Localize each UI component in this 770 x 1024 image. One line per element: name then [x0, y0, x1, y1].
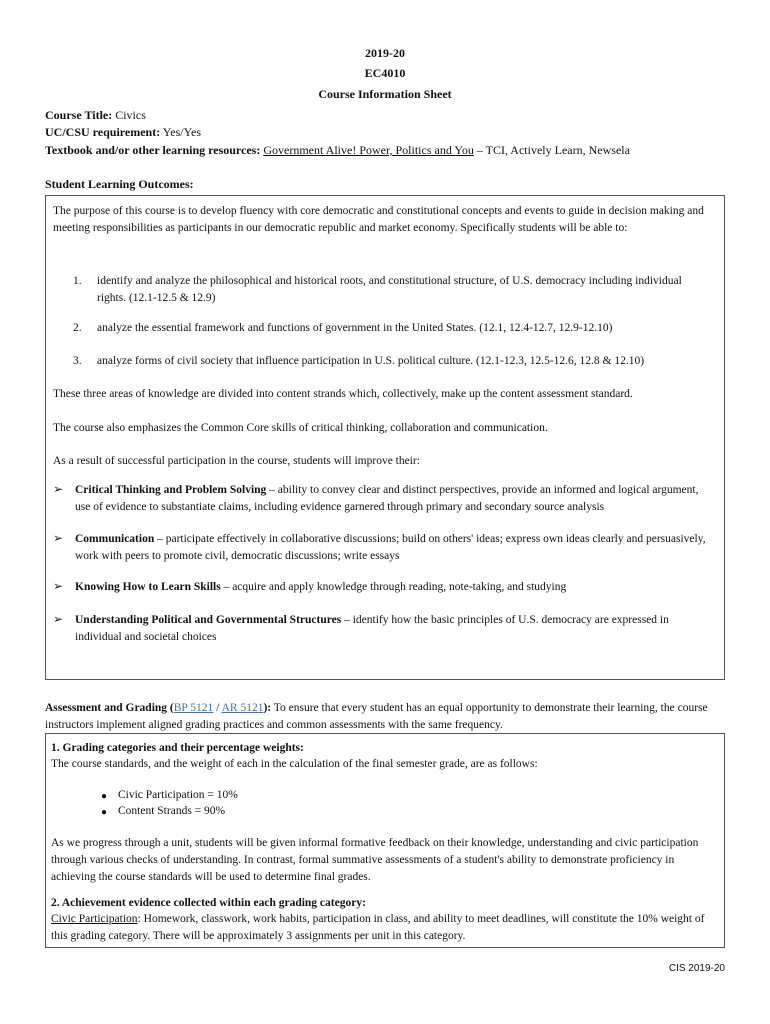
bullet-icon: ● — [101, 791, 108, 802]
outcome-item: analyze the essential framework and functions of government in the United States. (12.1, 12.4-12.7, 12.9-12.10) — [97, 322, 613, 334]
assessment-intro-text: To ensure that every student has an equal opportunity to demonstrate their learning, the course instructors implement aligned grading practices and common assessments with the same frequency. — [45, 702, 708, 731]
course-title-value: Civics — [115, 108, 146, 122]
civic-participation-desc: : Homework, classwork, work habits, participation in class, and ability to meet deadlines, will constitute the 10% weight of this grading category. There will be approximately 3 assignments per unit in this category. — [51, 913, 705, 942]
assessment-intro — [45, 700, 725, 734]
bullet-icon: ● — [101, 807, 108, 818]
skill-title: Critical Thinking and Problem Solving — [75, 484, 267, 496]
outcomes-box — [45, 195, 725, 680]
requirement-label: UC/CSU requirement: — [45, 125, 161, 139]
bp-5121-link[interactable]: BP 5121 — [173, 702, 214, 714]
skill-item — [75, 579, 715, 596]
skill-title: Understanding Political and Governmental Structures — [75, 614, 342, 626]
course-title-line — [45, 108, 146, 123]
outcomes-paragraph: As a result of successful participation in the course, students will improve their: — [53, 455, 420, 467]
assessment-heading-end: ): — [263, 702, 272, 714]
grading-box — [45, 733, 725, 948]
header-code: EC4010 — [364, 66, 406, 80]
course-title-label: Course Title: — [45, 108, 113, 122]
link-separator: / — [213, 702, 222, 714]
weight-item: Civic Participation = 10% — [118, 789, 238, 801]
civic-participation-text — [51, 911, 719, 945]
textbook-label: Textbook and/or other learning resources: — [45, 143, 261, 157]
arrow-bullet-icon: ➢ — [53, 531, 64, 545]
outcomes-paragraph: The course also emphasizes the Common Core skills of critical thinking, collaboration and communication. — [53, 422, 548, 434]
assessment-heading: Assessment and Grading ( — [45, 702, 174, 714]
outcome-number: 1. — [73, 275, 82, 287]
skill-item — [75, 482, 715, 516]
skill-item — [75, 612, 715, 646]
ar-5121-link[interactable]: AR 5121 — [221, 702, 264, 714]
skill-text: – ability to convey clear and distinct perspectives, provide an informed and logical argument, use of evidence to substantiate claims, including evidence garnered through primary and secondary source analysis — [75, 484, 699, 513]
outcomes-paragraph: These three areas of knowledge are divided into content strands which, collectively, make up the content assessment standard. — [53, 388, 633, 400]
outcome-number: 2. — [73, 322, 82, 334]
page-title: Course Information Sheet — [318, 87, 452, 101]
outcome-item: analyze forms of civil society that influence participation in U.S. political culture. (12.1-12.3, 12.5-12.6, 12.8 & 12.10) — [97, 355, 645, 367]
textbook-rest: – TCI, Actively Learn, Newsela — [476, 143, 630, 157]
page-footer: CIS 2019-20 — [668, 963, 725, 974]
requirement-value: Yes/Yes — [162, 125, 202, 139]
header-year: 2019-20 — [365, 46, 405, 60]
civic-participation-label: Civic Participation — [51, 913, 138, 925]
grading-section-title: 1. Grading categories and their percentage weights: — [51, 742, 304, 754]
skill-text: – participate effectively in collaborative discussions; build on others' ideas; express own ideas clearly and persuasively, work with peers to promote civil, democratic discussions; write essays — [75, 533, 706, 562]
outcomes-heading: Student Learning Outcomes: — [45, 177, 194, 191]
skill-item — [75, 531, 715, 565]
progress-paragraph: As we progress through a unit, students will be given informal formative feedback on their knowledge, understanding and civic participation through various checks of understanding. In contrast, formal summative assessments of a student's ability to demonstrate proficiency in achieving the course standards will be used to determine final grades. — [51, 837, 699, 883]
weight-item: Content Strands = 90% — [118, 805, 226, 817]
arrow-bullet-icon: ➢ — [53, 612, 64, 626]
skill-text: – identify how the basic principles of U.S. democracy are expressed in individual and societal choices — [75, 614, 669, 643]
skill-title: Knowing How to Learn Skills — [75, 581, 221, 593]
arrow-bullet-icon: ➢ — [53, 579, 64, 593]
arrow-bullet-icon: ➢ — [53, 482, 64, 496]
outcome-item: identify and analyze the philosophical and historical roots, and constitutional structure, of U.S. democracy including individual rights. (12.1-12.5 & 12.9) — [97, 275, 682, 304]
textbook-link[interactable]: Government Alive! Power, Politics and You — [263, 143, 474, 157]
skill-text: – acquire and apply knowledge through reading, note-taking, and studying — [220, 581, 567, 593]
grading-section-text: The course standards, and the weight of each in the calculation of the final semester grade, are as follows: — [51, 758, 538, 770]
skill-title: Communication — [75, 533, 155, 545]
evidence-section-title: 2. Achievement evidence collected within each grading category: — [51, 897, 366, 909]
outcomes-intro: The purpose of this course is to develop fluency with core democratic and constitutional concepts and events to guide in decision making and meeting responsibilities as participants in our democratic republic and market economy. Specifically students will be able to: — [53, 205, 704, 234]
requirement-line — [45, 125, 201, 140]
outcome-number: 3. — [73, 355, 82, 367]
textbook-line — [45, 143, 630, 158]
